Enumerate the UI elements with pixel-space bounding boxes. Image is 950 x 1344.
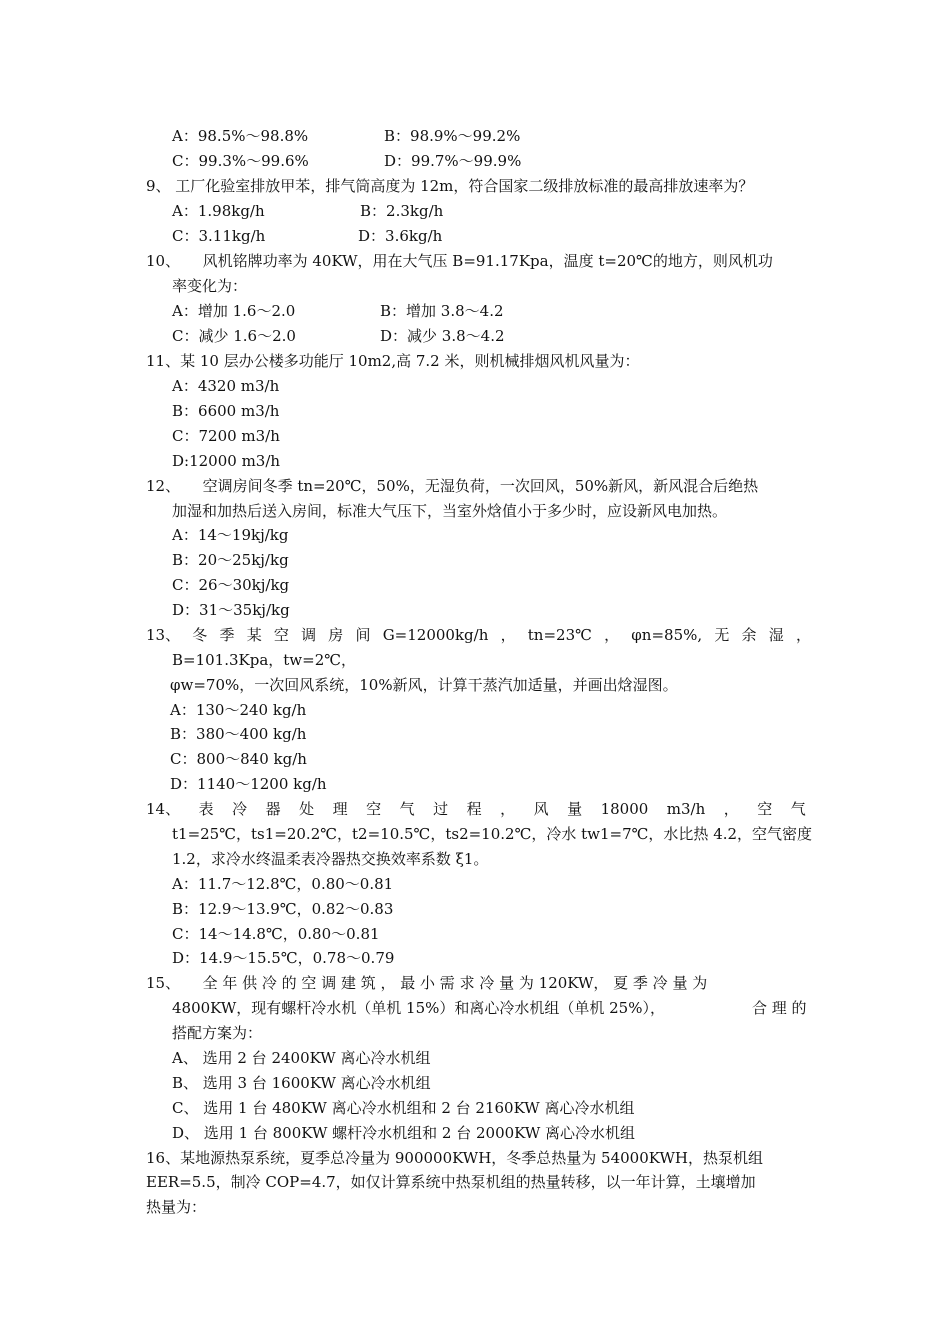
- q13-stem-part: 13、: [146, 626, 181, 644]
- q15-stem-line2b: 合 理 的: [752, 999, 807, 1017]
- q9-option-b: B：2.3kg/h: [360, 202, 444, 220]
- q13-stem-part: 湿: [768, 626, 784, 644]
- q14-stem-part: 处: [299, 800, 315, 818]
- q13-stem-line2: B=101.3Kpa，tw=2℃，: [172, 651, 357, 669]
- q13-stem-part: ，: [500, 626, 516, 644]
- q13-option-c: C：800～840 kg/h: [170, 750, 307, 768]
- q14-stem-line1: [146, 799, 806, 819]
- q14-stem-part: 理: [332, 800, 348, 818]
- q13-stem-part: ，: [604, 626, 620, 644]
- q9-stem: 9、 工厂化验室排放甲苯，排气筒高度为 12m，符合国家二级排放标准的最高排放速率为？: [146, 177, 754, 195]
- q13-option-b: B：380～400 kg/h: [170, 725, 307, 743]
- q13-stem-part: 季: [219, 626, 235, 644]
- q13-stem-part: 空: [273, 626, 289, 644]
- q14-stem-part: 空: [366, 800, 382, 818]
- q14-stem-part: 气: [399, 800, 415, 818]
- q14-option-b: B：12.9～13.9℃，0.82～0.83: [172, 900, 394, 918]
- q14-stem-line2: t1=25℃，ts1=20.2℃，t2=10.5℃，ts2=10.2℃，冷水 tw1=7℃，水比热 4.2，空气密度: [172, 825, 813, 843]
- q14-stem-part: 表: [198, 800, 214, 818]
- q12-option-d: D：31～35kj/kg: [172, 601, 290, 619]
- q14-stem-part: 冷: [232, 800, 248, 818]
- q13-option-d: D：1140～1200 kg/h: [170, 775, 327, 793]
- q10-option-b: B：增加 3.8～4.2: [380, 302, 504, 320]
- q10-option-d: D：减少 3.8～4.2: [380, 327, 505, 345]
- q9-option-a: A：1.98kg/h: [172, 202, 265, 220]
- q10-stem-line1: 10、 风机铭牌功率为 40KW，用在大气压 B=91.17Kpa，温度 t=20℃的地方，则风机功: [146, 252, 773, 270]
- q14-stem-part: m3/h: [666, 800, 706, 818]
- q13-stem-line3: φw=70%，一次回风系统，10%新风，计算干蒸汽加适量，并画出焓湿图。: [170, 676, 678, 694]
- q14-stem-part: 器: [265, 800, 281, 818]
- q12-stem-line1: 12、 空调房间冬季 tn=20℃，50%，无湿负荷，一次回风，50%新风，新风混合后绝热: [146, 477, 759, 495]
- q11-stem: 11、某 10 层办公楼多功能厅 10m2,高 7.2 米，则机械排烟风机风量为：: [146, 352, 640, 370]
- q14-stem-part: 14、: [146, 800, 181, 818]
- q11-option-a: A：4320 m3/h: [172, 377, 280, 395]
- q16-stem-line3: 热量为：: [146, 1198, 207, 1216]
- q14-stem-part: 过: [433, 800, 449, 818]
- q14-stem-part: 量: [567, 800, 583, 818]
- q13-stem-line1: [146, 625, 811, 645]
- q13-stem-part: 冬: [192, 626, 208, 644]
- q12-option-c: C：26～30kj/kg: [172, 576, 290, 594]
- q14-stem-part: 空: [757, 800, 773, 818]
- q14-stem-part: 风: [533, 800, 549, 818]
- q15-option-d: D、 选用 1 台 800KW 螺杆冷水机组和 2 台 2000KW 离心冷水机组: [172, 1124, 636, 1142]
- q15-option-c: C、 选用 1 台 480KW 离心冷水机组和 2 台 2160KW 离心冷水机组: [172, 1099, 635, 1117]
- q8-option-c: C：99.3%～99.6%: [172, 152, 309, 170]
- q11-option-c: C：7200 m3/h: [172, 427, 280, 445]
- q16-stem-line2: EER=5.5，制冷 COP=4.7，如仅计算系统中热泵机组的热量转移，以一年计算，土壤增加: [146, 1173, 756, 1191]
- q11-option-d: D:12000 m3/h: [172, 452, 281, 470]
- q13-stem-part: 调: [301, 626, 317, 644]
- q14-stem-part: 18000: [600, 800, 649, 818]
- q13-stem-part: φn=85%,: [631, 626, 703, 644]
- q14-stem-part: ，: [500, 800, 516, 818]
- q15-stem-line1: 15、 全 年 供 冷 的 空 调 建 筑 ， 最 小 需 求 冷 量 为 120KW， 夏 季 冷 量 为: [146, 974, 708, 992]
- q13-stem-part: 某: [246, 626, 262, 644]
- q15-option-a: A、 选用 2 台 2400KW 离心冷水机组: [172, 1049, 431, 1067]
- q12-stem-line2: 加湿和加热后送入房间，标准大气压下，当室外焓值小于多少时，应设新风电加热。: [172, 502, 728, 520]
- q14-option-d: D：14.9～15.5℃，0.78～0.79: [172, 949, 395, 967]
- q8-option-a: A：98.5%～98.8%: [172, 127, 309, 145]
- q14-stem-line3: 1.2，求冷水终温柔表冷器热交换效率系数 ξ1。: [172, 850, 489, 868]
- q9-option-d: D：3.6kg/h: [358, 227, 443, 245]
- q11-option-b: B：6600 m3/h: [172, 402, 280, 420]
- q12-option-b: B：20～25kj/kg: [172, 551, 289, 569]
- q13-stem-part: 房: [328, 626, 344, 644]
- q15-stem-line2a: 4800KW，现有螺杆冷水机（单机 15%）和离心冷水机组（单机 25%），: [172, 999, 665, 1017]
- q12-option-a: A：14～19kj/kg: [172, 526, 289, 544]
- q13-stem-part: ，: [795, 626, 811, 644]
- q10-option-a: A：增加 1.6～2.0: [172, 302, 296, 320]
- q10-option-c: C：减少 1.6～2.0: [172, 327, 296, 345]
- q15-stem-line3: 搭配方案为：: [172, 1024, 263, 1042]
- q8-option-b: B：98.9%～99.2%: [384, 127, 521, 145]
- q13-stem-part: 间: [355, 626, 371, 644]
- q16-stem-line1: 16、某地源热泵系统，夏季总冷量为 900000KWH，冬季总热量为 54000KWH，热泵机组: [146, 1149, 763, 1167]
- q14-option-a: A：11.7～12.8℃，0.80～0.81: [172, 875, 394, 893]
- q14-stem-part: 程: [466, 800, 482, 818]
- q9-option-c: C：3.11kg/h: [172, 227, 266, 245]
- q14-stem-part: 气: [790, 800, 806, 818]
- q10-stem-line2: 率变化为：: [172, 277, 248, 295]
- q13-stem-part: 无: [714, 626, 730, 644]
- q13-option-a: A：130～240 kg/h: [170, 701, 307, 719]
- q15-option-b: B、 选用 3 台 1600KW 离心冷水机组: [172, 1074, 431, 1092]
- q8-option-d: D：99.7%～99.9%: [384, 152, 522, 170]
- q13-stem-part: G=12000kg/h: [382, 626, 489, 644]
- q13-stem-part: tn=23℃: [527, 626, 592, 644]
- q13-stem-part: 余: [741, 626, 757, 644]
- q14-option-c: C：14～14.8℃，0.80～0.81: [172, 925, 380, 943]
- q14-stem-part: ，: [723, 800, 739, 818]
